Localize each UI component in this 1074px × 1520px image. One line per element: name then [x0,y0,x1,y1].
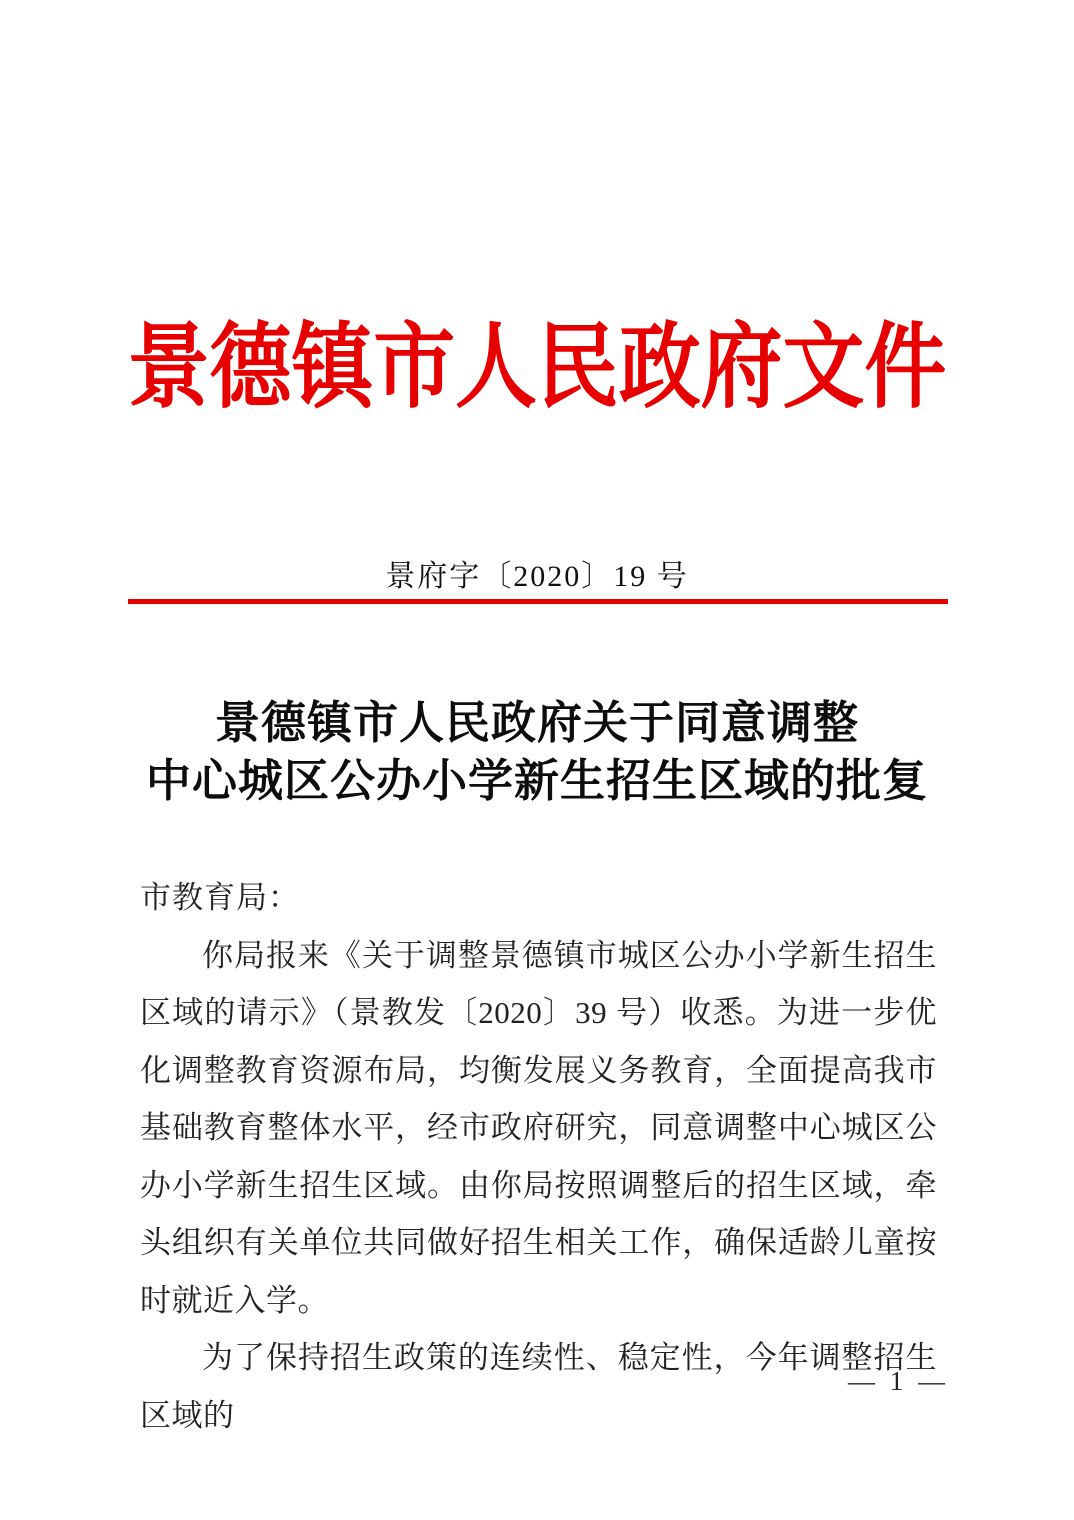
header-banner-text: 景德镇市人民政府文件 [127,317,947,420]
page-number: — 1 — [848,1366,949,1396]
body-paragraph: 为了保持招生政策的连续性、稳定性，今年调整招生区域的 [140,1340,937,1433]
document-title [0,694,1074,810]
document-body [140,869,937,1444]
salutation: 市教育局： [140,880,300,915]
document-title-line2: 中心城区公办小学新生招生区域的批复 [145,756,928,806]
document-title-line1: 景德镇市人民政府关于同意调整 [214,698,859,748]
document-header-banner [0,318,1074,420]
body-paragraph: 你局报来《关于调整景德镇市城区公办小学新生招生区域的请示》（景教发〔2020〕39 号）收悉。为进一步优化调整教育资源布局，均衡发展义务教育，全面提高我市基础教育整体水平，经市政府研究，同意调整中心城区公办小学新生招生区域。由你局按照调整后的招生区域，牵头组织有关单位共同做好招生相关工作，确保适龄儿童按时就近入学。 [140,937,937,1318]
document-number: 景府字〔2020〕19 号 [385,560,689,593]
red-divider-line [128,599,948,604]
